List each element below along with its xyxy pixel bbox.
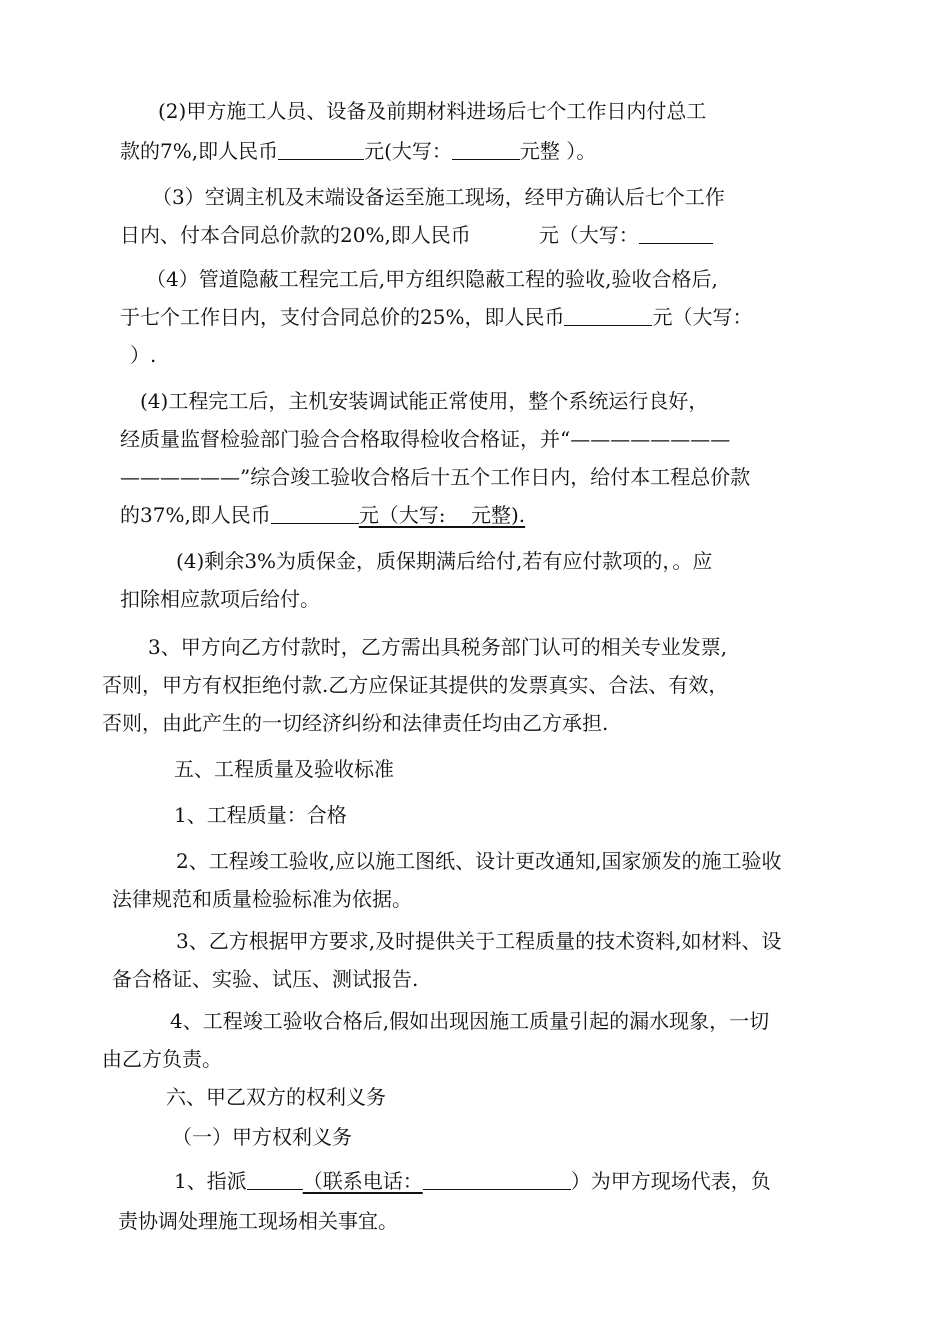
quality-item-1: 1、工程质量：合格: [174, 803, 347, 827]
clause-3-line-3: 否则，由此产生的一切经济纠纷和法律责任均由乙方承担.: [102, 711, 609, 735]
right-item-1-line-1: [174, 1166, 771, 1196]
quality-item-3-line-1: 3、乙方根据甲方要求,及时提供关于工程质量的技术资料,如材料、设: [176, 929, 782, 953]
para-4c-line-2: 扣除相应款项后给付。: [120, 587, 320, 611]
clause-3-line-1: 3、甲方向乙方付款时，乙方需出具税务部门认可的相关专业发票,: [148, 635, 728, 659]
para-4b-line-1: (4)工程完工后，主机安装调试能正常使用，整个系统运行良好，: [140, 389, 709, 413]
clause-3-line-2: 否则，甲方有权拒绝付款.乙方应保证其提供的发票真实、合法、有效，: [102, 673, 729, 697]
amount-blank: [564, 303, 652, 326]
para-4a-text-2: 元（大写：: [652, 305, 753, 329]
section-6-heading: 六、甲乙双方的权利义务: [166, 1085, 386, 1109]
para-2-text-3: 元整 ）。: [519, 139, 597, 163]
para-3-text-2: 元（大写：: [538, 223, 639, 247]
para-3-text: 日内、付本合同总价款的20%,即人民币: [120, 223, 471, 247]
quality-item-3-line-2: 备合格证、实验、试压、测试报告.: [112, 967, 419, 991]
para-4b-line-2: 经质量监督检验部门验合合格取得检收合格证，并“————————: [120, 427, 731, 451]
quality-item-2-line-1: 2、工程竣工验收,应以施工图纸、设计更改通知,国家颁发的施工验收: [176, 849, 782, 873]
amount-blank: [271, 501, 359, 524]
amount-words-blank: [452, 137, 520, 160]
right-item-1-text: 1、指派: [174, 1169, 247, 1193]
para-2-line-1: (2)甲方施工人员、设备及前期材料进场后七个工作日内付总工: [158, 99, 707, 123]
para-2-text-2: 元(大写：: [364, 139, 452, 163]
right-item-1-text-3: ）为甲方现场代表，负: [570, 1169, 771, 1193]
section-5-heading: 五、工程质量及验收标准: [174, 757, 394, 781]
para-3-line-2: [120, 220, 713, 250]
para-4b-line-3: ——————”综合竣工验收合格后十五个工作日内，给付本工程总价款: [120, 465, 751, 489]
para-3-line-1: （3）空调主机及末端设备运至施工现场，经甲方确认后七个工作: [152, 185, 725, 209]
amount-blank: [278, 137, 364, 160]
right-item-1-text-2: （联系电话：: [302, 1169, 423, 1193]
para-4b-text-2: 元（大写: 元整).: [358, 503, 526, 527]
para-4b-line-4: [120, 500, 525, 530]
quality-item-4-line-2: 由乙方负责。: [102, 1047, 222, 1071]
representative-blank: [247, 1167, 303, 1190]
para-4a-text: 于七个工作日内，支付合同总价的25%，即人民币: [120, 305, 565, 329]
quality-item-2-line-2: 法律规范和质量检验标准为依据。: [112, 887, 412, 911]
amount-words-blank: [639, 221, 713, 244]
quality-item-4-line-1: 4、工程竣工验收合格后,假如出现因施工质量引起的漏水现象，一切: [170, 1009, 770, 1033]
para-4a-line-1: （4）管道隐蔽工程完工后,甲方组织隐蔽工程的验收,验收合格后,: [146, 267, 718, 291]
para-4b-text: 的37%,即人民币: [120, 503, 271, 527]
phone-blank: [423, 1167, 571, 1190]
section-6-sub-heading: （一）甲方权利义务: [172, 1125, 352, 1149]
para-2-line-2: [120, 136, 596, 166]
right-item-1-line-2: 责协调处理施工现场相关事宜。: [118, 1209, 398, 1233]
para-4a-line-3: ）.: [130, 343, 157, 367]
para-2-text: 款的7%,即人民币: [120, 139, 279, 163]
para-4c-line-1: (4)剩余3%为质保金，质保期满后给付,若有应付款项的，。应: [176, 549, 713, 573]
para-4a-line-2: [120, 302, 752, 332]
